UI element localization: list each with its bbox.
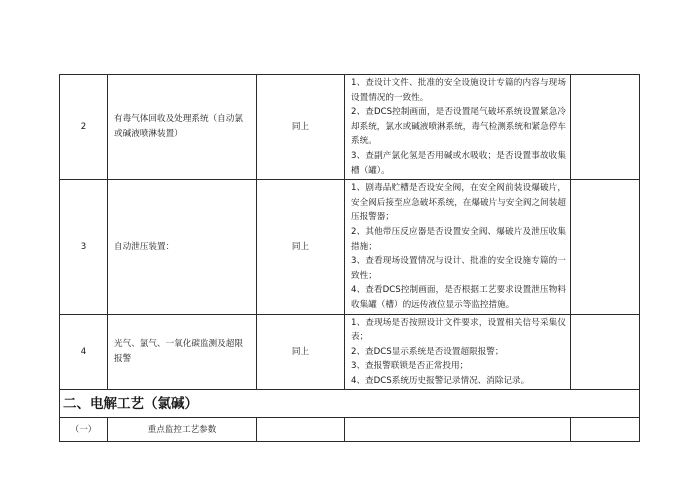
reference-basis: 同上 xyxy=(257,180,345,314)
check-content xyxy=(345,314,571,390)
subsection-title: 重点监控工艺参数 xyxy=(108,418,257,442)
empty-cell xyxy=(345,418,571,442)
check-content-line: 2、查DCS显示系统是否设置超限报警； xyxy=(351,346,504,357)
check-content-line: 1、查设计文件、批准的安全设施设计专篇的内容与现场设置情况的一致性。 xyxy=(351,78,566,103)
check-content-line: 3、查报警联锁是否正常投用； xyxy=(351,361,469,372)
table-row xyxy=(60,75,640,180)
check-item: 有毒气体回收及处理系统（自动氯或碱液喷淋装置） xyxy=(108,75,257,180)
empty-cell xyxy=(571,418,640,442)
empty-cell xyxy=(257,418,345,442)
check-content-line: 1、剧毒品贮槽是否设安全阀，在安全阀前装设爆破片，安全阀后接至应急破坏系统，在爆破片与安全阀之间装超压报警器； xyxy=(351,183,566,223)
check-content-line: 4、查看DCS控制画面，是否根据工艺要求设置泄压物料收集罐（槽）的远传液位显示等监控措施。 xyxy=(351,285,566,310)
row-number: 4 xyxy=(60,314,108,390)
check-content-line: 1、查现场是否按照设计文件要求，设置相关信号采集仪表； xyxy=(351,317,566,343)
remark-cell xyxy=(571,75,640,180)
check-content-line: 4、查DCS系统历史报警记录情况、消除记录。 xyxy=(351,375,530,386)
row-number: 2 xyxy=(60,75,108,180)
reference-basis: 同上 xyxy=(257,75,345,180)
subsection-number: （一） xyxy=(60,418,108,442)
reference-basis: 同上 xyxy=(257,314,345,390)
check-item: 自动泄压装置： xyxy=(108,180,257,314)
check-content-line: 3、查看现场设置情况与设计、批准的安全设施专篇的一致性； xyxy=(351,256,566,281)
check-content-line: 3、查副产氯化氢是否用碱或水吸收；是否设置事故收集槽（罐）。 xyxy=(351,150,566,176)
section-title: 二、电解工艺（氯碱） xyxy=(60,390,640,418)
table-row xyxy=(60,180,640,314)
subsection-row xyxy=(60,418,640,442)
section-heading-row xyxy=(60,390,640,418)
check-content xyxy=(345,180,571,314)
inspection-table xyxy=(59,74,640,442)
check-content-line: 2、其他带压反应器是否设置安全阀、爆破片及泄压收集措施； xyxy=(351,226,566,252)
check-item: 光气、氯气、一氧化碳监测及超限报警 xyxy=(108,314,257,390)
table-row xyxy=(60,314,640,390)
remark-cell xyxy=(571,314,640,390)
check-content-line: 2、查DCS控制画面，是否设置尾气破坏系统设置紧急冷却系统，氯水或碱液喷淋系统，毒气检测系统和紧急停车系统。 xyxy=(351,107,566,147)
check-content xyxy=(345,75,571,180)
row-number: 3 xyxy=(60,180,108,314)
remark-cell xyxy=(571,180,640,314)
